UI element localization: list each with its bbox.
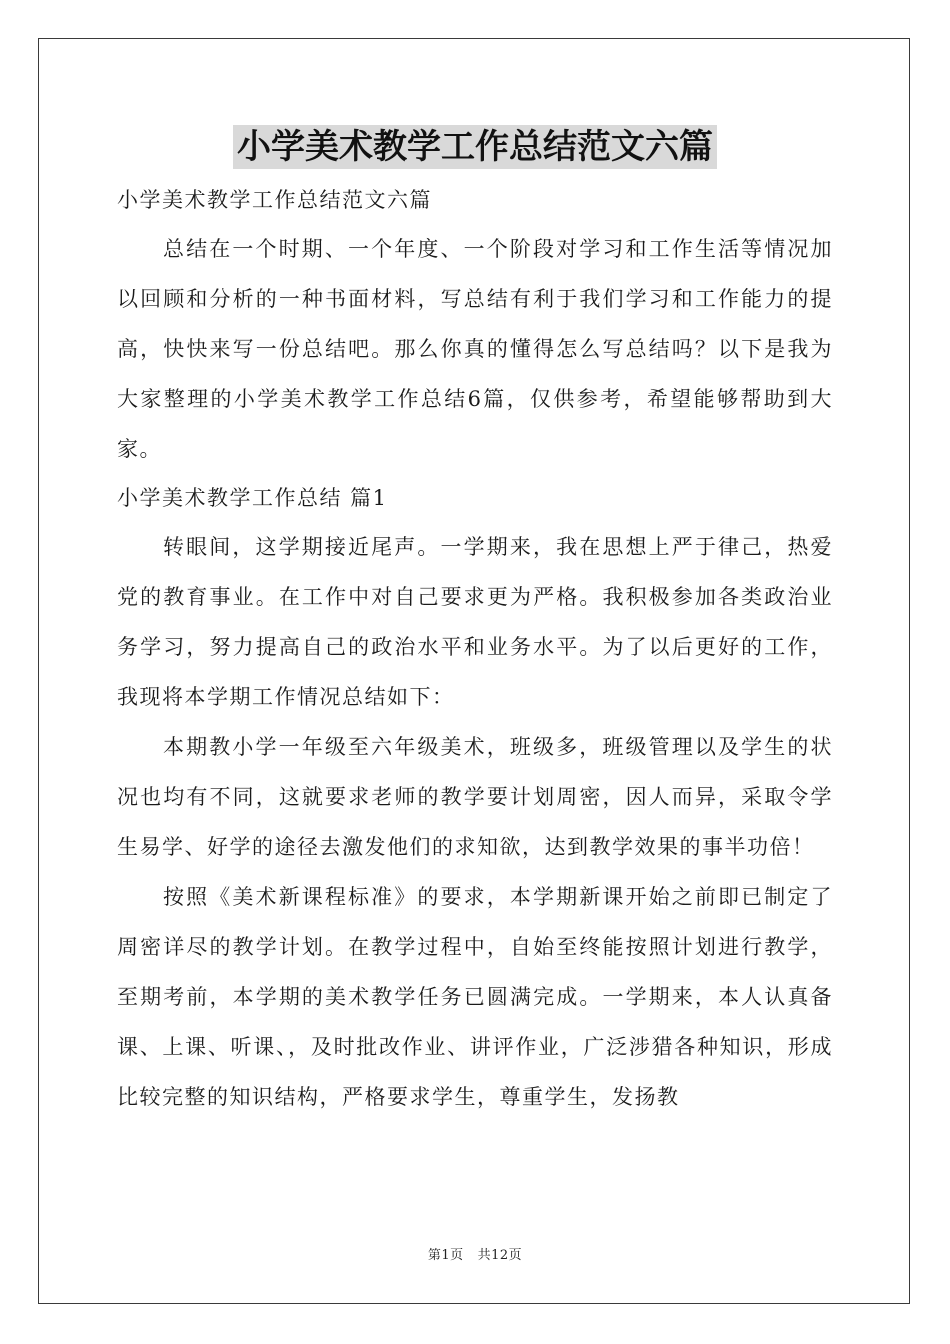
paragraph: 本期教小学一年级至六年级美术，班级多，班级管理以及学生的状况也均有不同，这就要求老师的教学要计划周密，因人而异，采取令学生易学、好学的途径去激发他们的求知欲，达到教学效果的事半功倍！ — [117, 735, 833, 859]
title-area — [0, 125, 950, 169]
paragraph-intro: 总结在一个时期、一个年度、一个阶段对学习和工作生活等情况加以回顾和分析的一种书面材料，写总结有利于我们学习和工作能力的提高，快快来写一份总结吧。那么你真的懂得怎么写总结吗？以下是我为大家整理的小学美术教学工作总结6篇，仅供参考，希望能够帮助到大家。 — [117, 237, 833, 461]
page-number: 第1页 — [427, 1248, 464, 1263]
paragraph: 转眼间，这学期接近尾声。一学期来，我在思想上严于律己，热爱党的教育事业。在工作中对自己要求更为严格。我积极参加各类政治业务学习，努力提高自己的政治水平和业务水平。为了以后更好的工作，我现将本学期工作情况总结如下： — [117, 535, 833, 709]
page-total: 共12页 — [477, 1248, 523, 1263]
document-body — [117, 176, 833, 1122]
doc-subtitle: 小学美术教学工作总结范文六篇 — [117, 188, 432, 212]
section-heading: 小学美术教学工作总结 篇1 — [117, 486, 388, 510]
paragraph: 按照《美术新课程标准》的要求，本学期新课开始之前即已制定了周密详尽的教学计划。在教学过程中，自始至终能按照计划进行教学，至期考前，本学期的美术教学任务已圆满完成。一学期来，本人认真备课、上课、听课、，及时批改作业、讲评作业，广泛涉猎各种知识，形成比较完整的知识结构，严格要求学生，尊重学生，发扬教 — [117, 885, 833, 1109]
page-footer — [0, 1244, 950, 1263]
document-title: 小学美术教学工作总结范文六篇 — [233, 125, 717, 169]
